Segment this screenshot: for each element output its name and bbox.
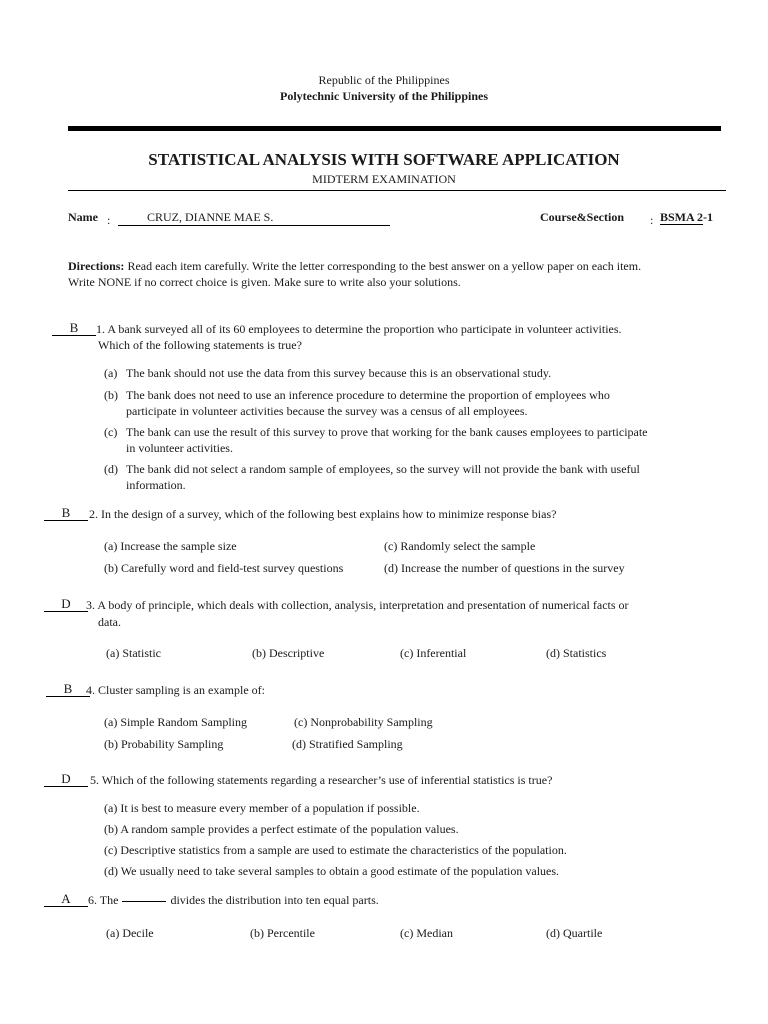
course-section-label: Course&Section [540,210,624,224]
q1-option-c-letter: (c) [104,425,118,439]
answer-blank-3[interactable]: D [44,597,88,612]
q5-option-a: (a) It is best to measure every member of a population if possible. [104,801,420,815]
course-section-field[interactable] [660,210,713,225]
q4-option-a: (a) Simple Random Sampling [104,715,247,729]
question-3-text-cont: data. [98,615,121,629]
question-6-text-a: 6. The [88,893,119,907]
q4-option-c: (c) Nonprobability Sampling [294,715,433,729]
directions-text2: Write NONE if no correct choice is given. Make sure to write also your solutions. [68,275,461,289]
q2-option-d: (d) Increase the number of questions in the survey [384,561,625,575]
q1-option-d-cont: information. [126,478,186,492]
q3-option-d: (d) Statistics [546,646,607,660]
answer-blank-6[interactable]: A [44,892,88,907]
q1-option-d-letter: (d) [104,462,118,476]
course-value: BSMA 2 [660,210,704,224]
question-3-text: 3. A body of principle, which deals with collection, analysis, interpretation and presentation of numerical facts or [86,598,629,612]
exam-title: STATISTICAL ANALYSIS WITH SOFTWARE APPLICATION [148,150,620,169]
q5-option-b: (b) A random sample provides a perfect estimate of the population values. [104,822,459,836]
question-6-text [88,892,379,908]
q2-option-a: (a) Increase the sample size [104,539,237,553]
q6-option-d: (d) Quartile [546,926,603,940]
q3-option-a: (a) Statistic [106,646,161,660]
name-value: CRUZ, DIANNE MAE S. [147,210,274,224]
q1-option-c: The bank can use the result of this survey to prove that working for the bank causes employees to participate [126,425,648,439]
q1-option-a: The bank should not use the data from this survey because this is an observational study. [126,366,552,380]
header-rule-thick [68,126,721,131]
course-suffix: -1 [703,210,714,224]
q4-option-b: (b) Probability Sampling [104,737,224,751]
q6-option-b: (b) Percentile [250,926,315,940]
republic-heading: Republic of the Philippines [318,73,450,87]
q2-option-c: (c) Randomly select the sample [384,539,536,553]
question-6-text-b: divides the distribution into ten equal parts. [170,893,379,907]
q1-option-c-cont: in volunteer activities. [126,441,233,455]
question-4-text: 4. Cluster sampling is an example of: [86,683,265,697]
q5-option-c: (c) Descriptive statistics from a sample are used to estimate the characteristics of the population. [104,843,567,857]
question-1-text-cont: Which of the following statements is true? [98,338,302,352]
q1-option-a-letter: (a) [104,366,118,380]
university-heading: Polytechnic University of the Philippines [280,89,488,103]
question-6-fill-blank [122,901,166,902]
answer-blank-2[interactable]: B [44,506,88,521]
name-label: Name [68,210,98,224]
directions-text1: Read each item carefully. Write the letter corresponding to the best answer on a yellow paper on each item. [127,259,642,273]
question-5-text: 5. Which of the following statements regarding a researcher’s use of inferential statistics is true? [90,773,553,787]
q2-option-b: (b) Carefully word and field-test survey questions [104,561,344,575]
directions-line1 [68,259,641,274]
name-field[interactable] [118,210,390,226]
q5-option-d: (d) We usually need to take several samples to obtain a good estimate of the population values. [104,864,560,878]
question-2-text: 2. In the design of a survey, which of the following best explains how to minimize response bias? [89,507,557,521]
q6-option-c: (c) Median [400,926,453,940]
q1-option-d: The bank did not select a random sample of employees, so the survey will not provide the bank with useful [126,462,640,476]
name-colon: : [107,213,111,227]
directions-label: Directions: [68,259,125,273]
course-colon: : [650,213,654,227]
answer-blank-4[interactable]: B [46,682,90,697]
q3-option-c: (c) Inferential [400,646,467,660]
header-rule-thin [68,190,726,191]
q1-option-b-letter: (b) [104,388,118,402]
q6-option-a: (a) Decile [106,926,154,940]
q3-option-b: (b) Descriptive [252,646,325,660]
q1-option-b-cont: participate in volunteer activities because the survey was a census of all employees. [126,404,528,418]
answer-blank-5[interactable]: D [44,772,88,787]
answer-blank-1[interactable]: B [52,321,96,336]
question-1-text: 1. A bank surveyed all of its 60 employees to determine the proportion who participate in volunteer activities. [96,322,622,336]
q4-option-d: (d) Stratified Sampling [292,737,403,751]
exam-subtitle: MIDTERM EXAMINATION [312,172,456,186]
q1-option-b: The bank does not need to use an inference procedure to determine the proportion of employees who [126,388,610,402]
